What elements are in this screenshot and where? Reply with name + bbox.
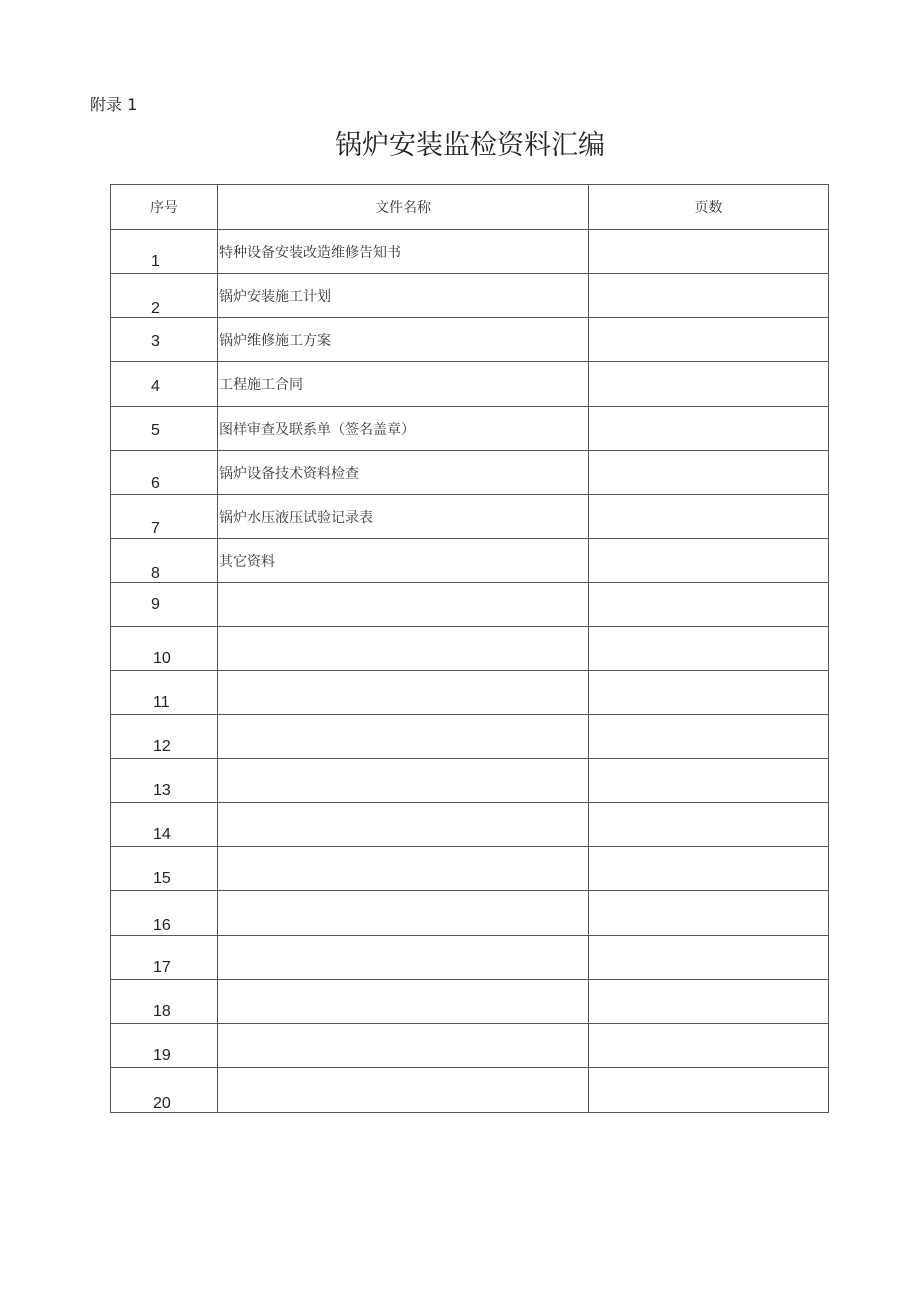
row-number-cell (111, 1024, 218, 1068)
file-name-cell (218, 274, 589, 318)
row-number: 13 (153, 782, 171, 799)
page-count-cell (589, 407, 829, 451)
table-row (111, 891, 829, 936)
file-name-cell (218, 891, 589, 936)
row-number-cell (111, 318, 218, 362)
row-number-cell (111, 936, 218, 980)
page-count-cell (589, 759, 829, 803)
file-name-cell (218, 230, 589, 274)
file-name: 工程施工合同 (219, 377, 303, 393)
row-number-cell (111, 495, 218, 539)
file-name: 锅炉水压液压试验记录表 (219, 510, 373, 526)
table-row (111, 495, 829, 539)
table-row (111, 627, 829, 671)
table-row (111, 936, 829, 980)
file-name-cell (218, 936, 589, 980)
file-name-cell (218, 362, 589, 407)
table-row (111, 274, 829, 318)
table-row (111, 847, 829, 891)
page-count-cell (589, 627, 829, 671)
file-name: 其它资料 (219, 554, 275, 570)
table-row (111, 1068, 829, 1113)
file-name: 锅炉维修施工方案 (219, 333, 331, 349)
row-number-cell (111, 407, 218, 451)
page-count-cell (589, 318, 829, 362)
table-row (111, 715, 829, 759)
page-count-cell (589, 936, 829, 980)
file-name-cell (218, 318, 589, 362)
column-header-number: 序号 (111, 185, 218, 230)
file-name-cell (218, 407, 589, 451)
row-number-cell (111, 1068, 218, 1113)
page-count-cell (589, 1024, 829, 1068)
page-count-cell (589, 847, 829, 891)
row-number: 18 (153, 1003, 171, 1020)
file-name-cell (218, 847, 589, 891)
file-name-cell (218, 980, 589, 1024)
file-name-cell (218, 671, 589, 715)
row-number: 14 (153, 826, 171, 843)
page-count-cell (589, 803, 829, 847)
table-header-row (111, 185, 829, 230)
row-number: 9 (151, 596, 160, 613)
page-count-cell (589, 274, 829, 318)
table-row (111, 583, 829, 627)
file-name-cell (218, 627, 589, 671)
table-row (111, 539, 829, 583)
page-count-cell (589, 583, 829, 627)
page-count-cell (589, 495, 829, 539)
row-number: 19 (153, 1047, 171, 1064)
document-index-table (110, 184, 829, 1113)
page-count-cell (589, 891, 829, 936)
row-number-cell (111, 362, 218, 407)
row-number: 4 (151, 378, 160, 395)
row-number: 16 (153, 917, 171, 934)
row-number-cell (111, 539, 218, 583)
file-name-cell (218, 495, 589, 539)
table-row (111, 759, 829, 803)
row-number: 5 (151, 422, 160, 439)
page-count-cell (589, 715, 829, 759)
row-number-cell (111, 803, 218, 847)
table-row (111, 980, 829, 1024)
row-number: 7 (151, 520, 160, 537)
row-number: 8 (151, 565, 160, 582)
appendix-label: 附录 1 (90, 95, 138, 114)
file-name-cell (218, 583, 589, 627)
column-header-pages: 页数 (589, 185, 829, 230)
row-number: 15 (153, 870, 171, 887)
table-row (111, 1024, 829, 1068)
table-row (111, 318, 829, 362)
file-name-cell (218, 539, 589, 583)
file-name: 特种设备安装改造维修告知书 (219, 245, 401, 261)
file-name: 锅炉设备技术资料检查 (219, 466, 359, 482)
file-name: 锅炉安装施工计划 (219, 289, 331, 305)
page-count-cell (589, 1068, 829, 1113)
row-number: 20 (153, 1095, 171, 1112)
row-number-cell (111, 451, 218, 495)
row-number-cell (111, 274, 218, 318)
row-number-cell (111, 891, 218, 936)
table-row (111, 671, 829, 715)
row-number-cell (111, 715, 218, 759)
row-number: 2 (151, 300, 160, 317)
page-count-cell (589, 671, 829, 715)
table-row (111, 230, 829, 274)
row-number: 12 (153, 738, 171, 755)
table-row (111, 362, 829, 407)
page-count-cell (589, 980, 829, 1024)
page-count-cell (589, 539, 829, 583)
table-row (111, 407, 829, 451)
row-number: 10 (153, 650, 171, 667)
file-name-cell (218, 451, 589, 495)
row-number: 6 (151, 475, 160, 492)
file-name: 图样审查及联系单（签名盖章） (219, 422, 415, 438)
row-number: 3 (151, 333, 160, 350)
row-number-cell (111, 230, 218, 274)
row-number: 17 (153, 959, 171, 976)
page-count-cell (589, 230, 829, 274)
row-number: 1 (151, 253, 160, 270)
row-number-cell (111, 627, 218, 671)
row-number-cell (111, 847, 218, 891)
row-number-cell (111, 980, 218, 1024)
file-name-cell (218, 1068, 589, 1113)
row-number-cell (111, 583, 218, 627)
table-row (111, 451, 829, 495)
file-name-cell (218, 715, 589, 759)
row-number-cell (111, 671, 218, 715)
column-header-file-name: 文件名称 (218, 185, 589, 230)
row-number: 11 (153, 694, 170, 711)
table-row (111, 803, 829, 847)
file-name-cell (218, 1024, 589, 1068)
file-name-cell (218, 803, 589, 847)
page-count-cell (589, 362, 829, 407)
row-number-cell (111, 759, 218, 803)
file-name-cell (218, 759, 589, 803)
document-title: 锅炉安装监检资料汇编 (335, 130, 605, 161)
page-count-cell (589, 451, 829, 495)
